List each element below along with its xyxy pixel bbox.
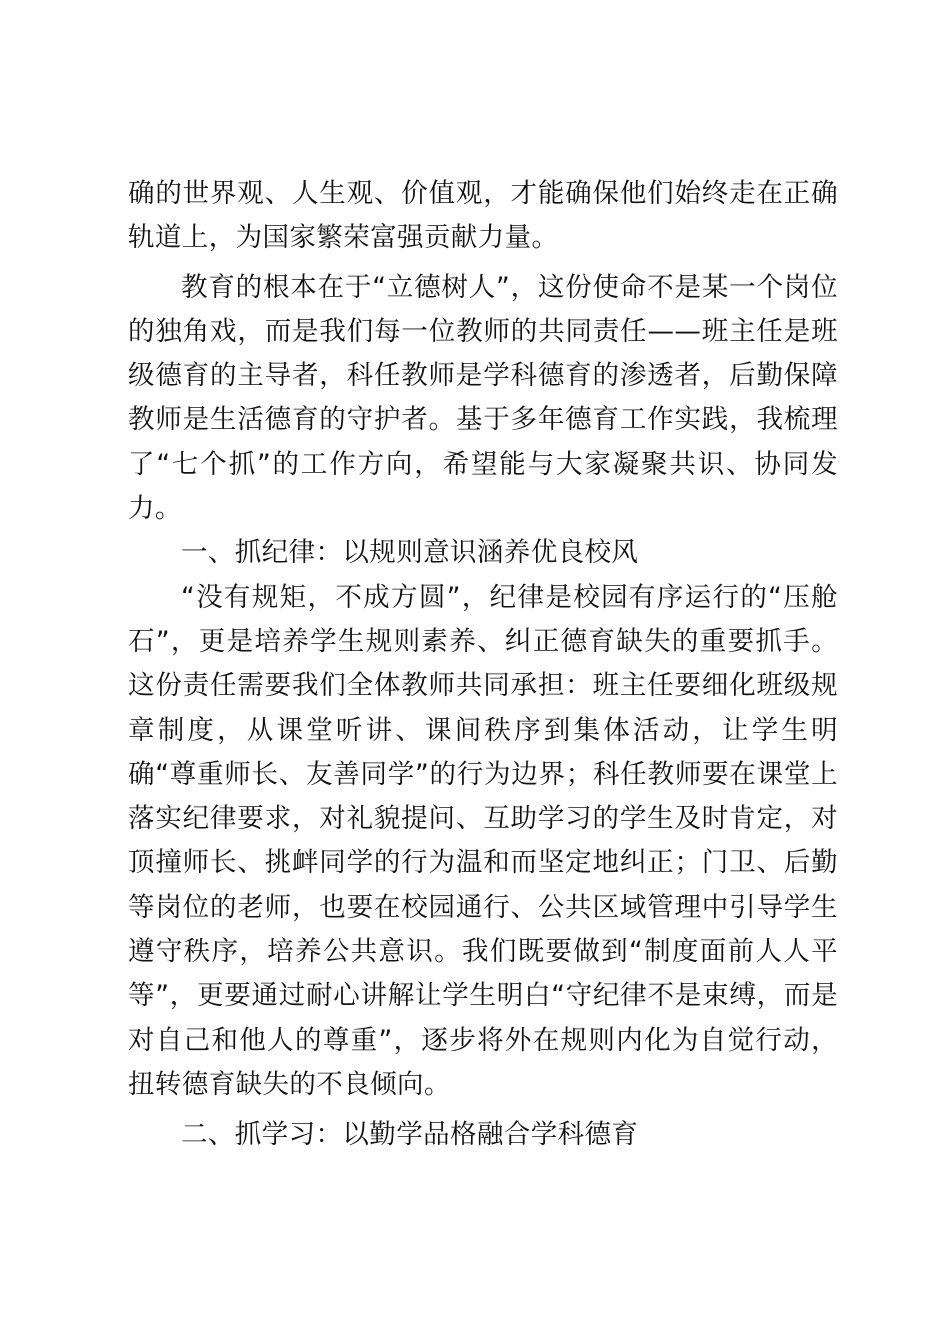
paragraph-intro: 教育的根本在于“立德树人”，这份使命不是某一个岗位的独角戏，而是我们每一位教师的共同责任——班主任是班级德育的主导者，科任教师是学科德育的渗透者，后勤保障教师是生活德育的守护者。基于多年德育工作实践，我梳理了“七个抓”的工作方向，希望能与大家凝聚共识、协同发力。 [128,271,838,525]
section-heading-study: 二、抓学习：以勤学品格融合学科德育 [181,1119,639,1151]
paragraph-continued: 确的世界观、人生观、价值观，才能确保他们始终走在正确轨道上，为国家繁荣富强贡献力量。 [128,178,838,254]
document-body [128,172,838,1158]
section-heading-discipline: 一、抓纪律：以规则意识涵养优良校风 [181,537,639,569]
paragraph-discipline: “没有规矩，不成方圆”，纪律是校园有序运行的“压舱石”，更是培养学生规则素养、纠正德育缺失的重要抓手。这份责任需要我们全体教师共同承担：班主任要细化班级规章制度，从课堂听讲、课间秩序到集体活动，让学生明确“尊重师长、友善同学”的行为边界；科任教师要在课堂上落实纪律要求，对礼貌提问、互助学习的学生及时肯定，对顶撞师长、挑衅同学的行为温和而坚定地纠正；门卫、后勤等岗位的老师，也要在校园通行、公共区域管理中引导学生遵守秩序，培养公共意识。我们既要做到“制度面前人人平等”，更要通过耐心讲解让学生明白“守纪律不是束缚，而是对自己和他人的尊重”，逐步将外在规则内化为自觉行动，扭转德育缺失的不良倾向。 [128,581,838,1100]
